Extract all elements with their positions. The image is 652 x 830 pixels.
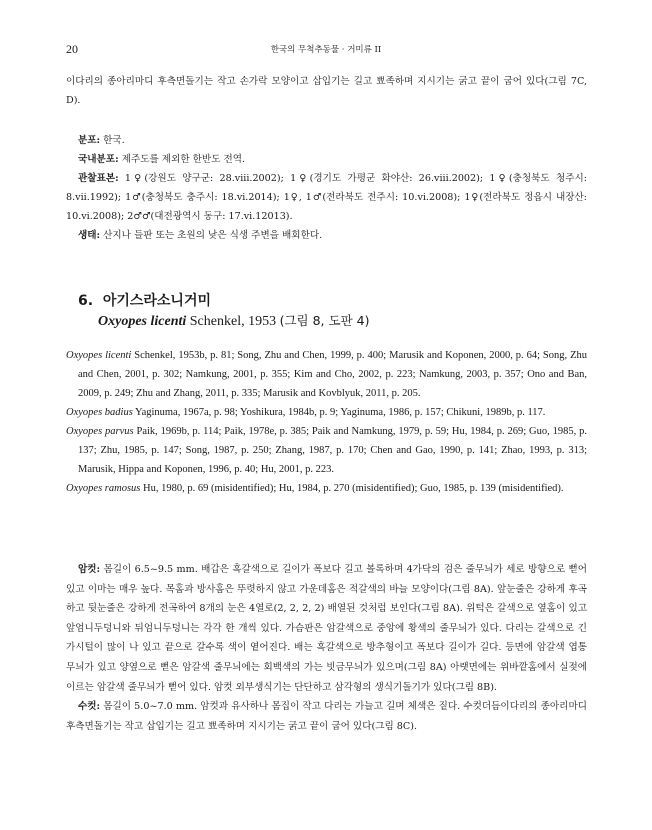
male-text: 몸길이 5.0~7.0 mm. 암컷과 유사하나 몸집이 작고 다리는 가늘고 길며 체색은 짙다. 수컷더듬이다리의 종아리마디 후측면돌기는 작고 삽입기는 길고 뾰족하며 지시기는 굵고 끝이 굽어 있다(그림 8C). [66,701,587,732]
synonym-name: Oxyopes badius [66,407,133,418]
synonym-entry [66,479,587,498]
species-scientific-heading [98,311,369,330]
description-section [66,560,587,736]
female-text: 몸길이 6.5~9.5 mm. 배갑은 흑갈색으로 길이가 폭보다 길고 볼록하며 4가닥의 검은 줄무늬가 세로 방향으로 뻗어 있고 이마는 매우 높다. 목홈과 방사홈은 뚜렷하지 않고 가운데홈은 적갈색의 바늘 모양이다(그림 8A). 앞눈줄은 강하게 후곡하고 뒷눈줄은 강하게 전곡하여 8개의 눈은 4열로(2, 2, 2, 2) 배열된 것처럼 보인다(그림 8A). 위턱은 갈색으로 옆홈이 있고 앞엄니두덩니와 뒤엄니두덩니는 각각 한 개씩 있다. 가슴판은 암갈색으로 중앙에 황색의 줄무늬가 있다. 다리는 갈색으로 긴 가시털이 많이 나 있고 끝으로 갈수록 색이 옅어진다. 배는 흑갈색으로 방추형이고 폭보다 길이가 길다. 등면에 암갈색 엽통 무늬가 있고 양옆으로 뻗은 암갈색 줄무늬에는 회백색의 가는 빗금무늬가 있으며(그림 8A) 아랫면에는 위바깥홈에서 실젖에 이르는 암갈색 줄무늬가 뻗어 있다. 암컷 외부생식기는 단단하고 삼각형의 생식기돌기가 있다(그림 8B). [66,564,587,693]
domestic-distribution-text: 제주도를 제외한 한반도 전역. [121,154,246,165]
female-label: 암컷: [78,564,101,575]
synonym-entry [66,422,587,479]
intro-paragraph: 이다리의 종아리마디 후측면돌기는 작고 손가락 모양이고 삽입기는 길고 뾰족하며 지시기는 굵고 끝이 굽어 있다(그림 7C, D). [66,76,587,106]
female-description [66,560,587,697]
species-author: Schenkel, 1953 [189,314,277,329]
specimens-text: 1♀(강원도 양구군: 28.viii.2002); 1♀(경기도 가평군 화야산: 26.viii.2002); 1♀(충청북도 청주시: 8.vii.1992); 1♂(충청북도 충주시: 18.vi.2014); 1♀, 1♂(전라북도 전주시: 10.vi.2008); 1♀(전라북도 정읍시 내장산: 10.vi.2008); 2♂♂(대전광역시 동구: 17.vi.12013). [66,173,587,222]
distribution-label: 분포: [78,135,101,146]
male-description [66,697,587,736]
page-number: 20 [66,42,78,56]
domestic-distribution-label: 국내분포: [78,154,119,165]
synonym-name: Oxyopes parvus [66,426,134,437]
ecology-text: 산지나 들판 또는 초원의 낮은 식생 주변을 배회한다. [103,230,323,241]
synonym-entry [66,403,587,422]
domestic-distribution-line [78,150,587,169]
synonym-refs: Schenkel, 1953b, p. 81; Song, Zhu and Chen, 1999, p. 400; Marusik and Koponen, 2000, p. 64; Song, Zhu and Chen, 2001, p. 302; Namkung, 2001, p. 355; Kim and Cho, 2002, p. 223; Namkung, 2003, p. 357; Ono and Ban, 2009, p. 249; Zhu and Zhang, 2011, p. 335; Marusik and Kovblyuk, 2011, p. 205. [78,350,587,399]
distribution-line [78,131,587,150]
synonym-refs: Yaginuma, 1967a, p. 98; Yoshikura, 1984b, p. 9; Yaginuma, 1986, p. 157; Chikuni, 1989b, p. 117. [135,407,546,418]
specimens-line [66,169,587,226]
species-scientific-name: Oxyopes licenti [98,314,187,329]
synonym-entry [66,346,587,403]
synonym-list [66,346,587,498]
running-head: 한국의 무척추동물 · 거미류 II [270,45,382,55]
distribution-section [66,131,587,245]
ecology-label: 생태: [78,230,101,241]
male-label: 수컷: [78,701,101,713]
species-korean-name: 아기스라소니거미 [102,293,212,309]
synonym-name: Oxyopes licenti [66,350,132,361]
synonym-refs: Paik, 1969b, p. 114; Paik, 1978e, p. 385; Paik and Namkung, 1979, p. 59; Hu, 1984, p. 269; Guo, 1985, p. 137; Zhu, 1985, p. 147; Song, 1987, p. 250; Zhang, 1987, p. 170; Chen and Gao, 1990, p. 141; Zhao, 1993, p. 313; Marusik, Hippa and Koponen, 1996, p. 40; Hu, 2001, p. 223. [78,426,587,475]
ecology-line [78,226,587,245]
synonym-refs: Hu, 1980, p. 69 (misidentified); Hu, 1984, p. 270 (misidentified); Guo, 1985, p. 139 (misidentified). [143,483,564,494]
species-heading [78,290,211,310]
distribution-text: 한국. [103,135,125,146]
synonym-name: Oxyopes ramosus [66,483,141,494]
species-number: 6. [78,293,94,309]
specimens-label: 관찰표본: [78,173,119,184]
species-figure-ref: (그림 8, 도판 4) [279,313,370,328]
